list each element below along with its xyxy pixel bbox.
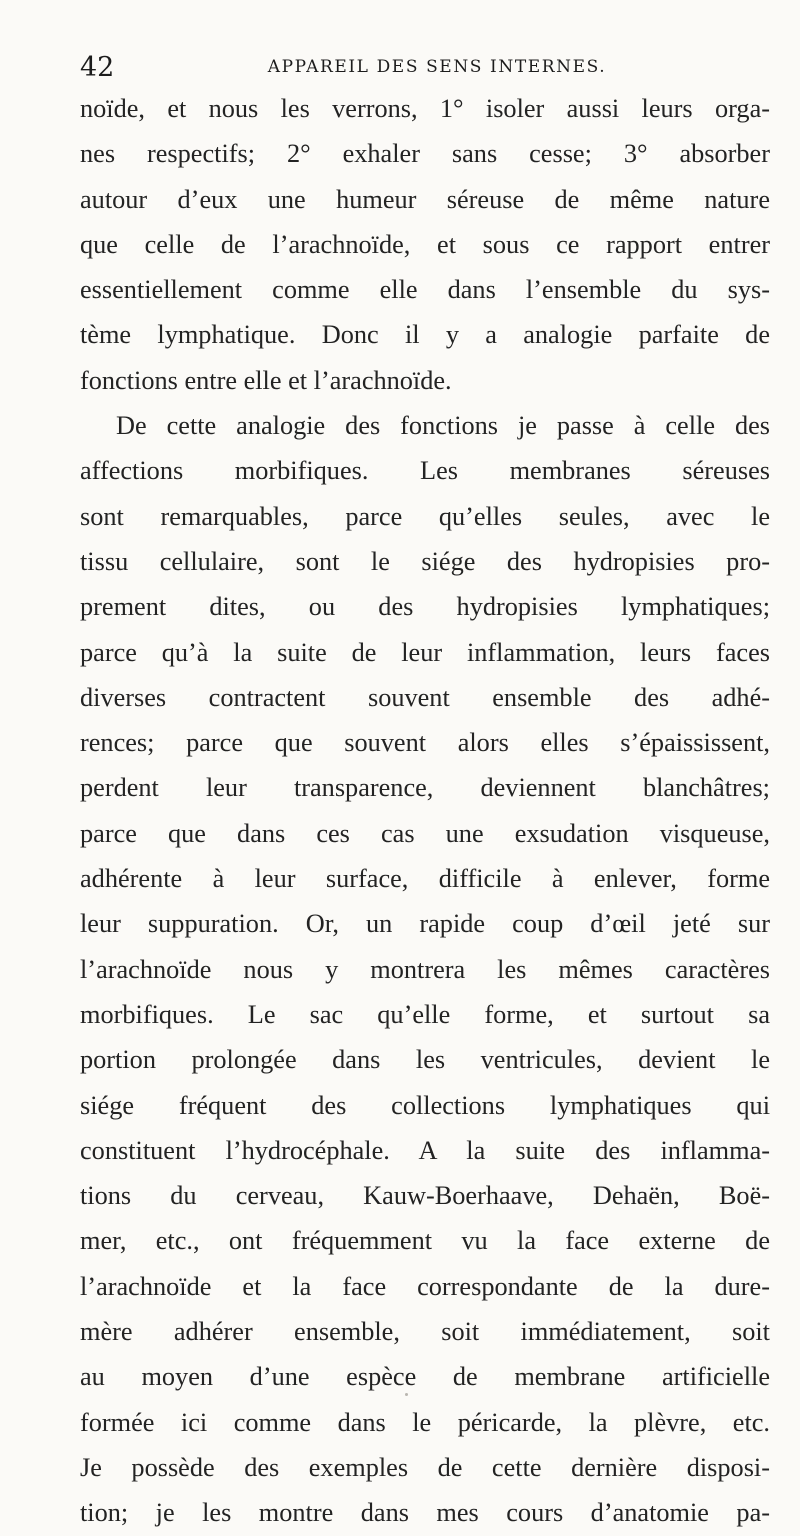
text-line: constituent l’hydrocéphale. A la suite des inflamma- — [80, 1135, 770, 1165]
text-line: parce qu’à la suite de leur inflammation, leurs faces — [80, 637, 770, 667]
text-line: portion prolongée dans les ventricules, devient le — [80, 1045, 770, 1075]
text-line: tion; je les montre dans mes cours d’anatomie pa- — [80, 1498, 770, 1528]
text-line: morbifiques. Le sac qu’elle forme, et surtout sa — [80, 999, 770, 1029]
text-line: rences; parce que souvent alors elles s’épaississent, — [80, 728, 770, 758]
page-number: 42 — [80, 52, 115, 83]
text-line: noïde, et nous les verrons, 1° isoler aussi leurs orga- — [80, 94, 770, 123]
text-line: mer, etc., ont fréquemment vu la face externe de — [80, 1226, 770, 1256]
text-line: tions du cerveau, Kauw-Boerhaave, Dehaën, Boë- — [80, 1181, 770, 1211]
body-text — [80, 86, 770, 1536]
text-line: prement dites, ou des hydropisies lymphatiques; — [80, 592, 770, 622]
text-line: Je possède des exemples de cette dernière disposi- — [80, 1452, 770, 1482]
text-line: affections morbifiques. Les membranes séreuses — [80, 456, 770, 486]
text-line: essentiellement comme elle dans l’ensemble du sys- — [80, 275, 770, 305]
text-line: l’arachnoïde nous y montrera les mêmes caractères — [80, 954, 770, 984]
paper-speck — [405, 1393, 408, 1396]
paragraph-start-line: De cette analogie des fonctions je passe à celle des — [116, 411, 770, 441]
text-line: tème lymphatique. Donc il y a analogie parfaite de — [80, 320, 770, 350]
text-line: fonctions entre elle et l’arachnoïde. — [80, 365, 452, 395]
text-line: nes respectifs; 2° exhaler sans cesse; 3° absorber — [80, 139, 770, 169]
text-line: autour d’eux une humeur séreuse de même nature — [80, 184, 770, 214]
page-header — [80, 50, 766, 90]
text-line: formée ici comme dans le péricarde, la plèvre, etc. — [80, 1407, 770, 1437]
text-line: diverses contractent souvent ensemble des adhé- — [80, 682, 770, 712]
text-line: sont remarquables, parce qu’elles seules, avec le — [80, 501, 770, 531]
text-line: parce que dans ces cas une exsudation visqueuse, — [80, 818, 770, 848]
text-line: tissu cellulaire, sont le siége des hydropisies pro- — [80, 546, 770, 576]
text-line: l’arachnoïde et la face correspondante de la dure- — [80, 1271, 770, 1301]
running-head: APPAREIL DES SENS INTERNES. — [267, 57, 607, 77]
text-line: au moyen d’une espèce de membrane artificielle — [80, 1362, 770, 1392]
text-line: que celle de l’arachnoïde, et sous ce rapport entrer — [80, 229, 770, 259]
text-line: mère adhérer ensemble, soit immédiatement, soit — [80, 1317, 770, 1347]
text-line: adhérente à leur surface, difficile à enlever, forme — [80, 864, 770, 894]
text-line: leur suppuration. Or, un rapide coup d’œil jeté sur — [80, 909, 770, 939]
text-line: siége fréquent des collections lymphatiques qui — [80, 1090, 770, 1120]
text-line: perdent leur transparence, deviennent blanchâtres; — [80, 773, 770, 803]
